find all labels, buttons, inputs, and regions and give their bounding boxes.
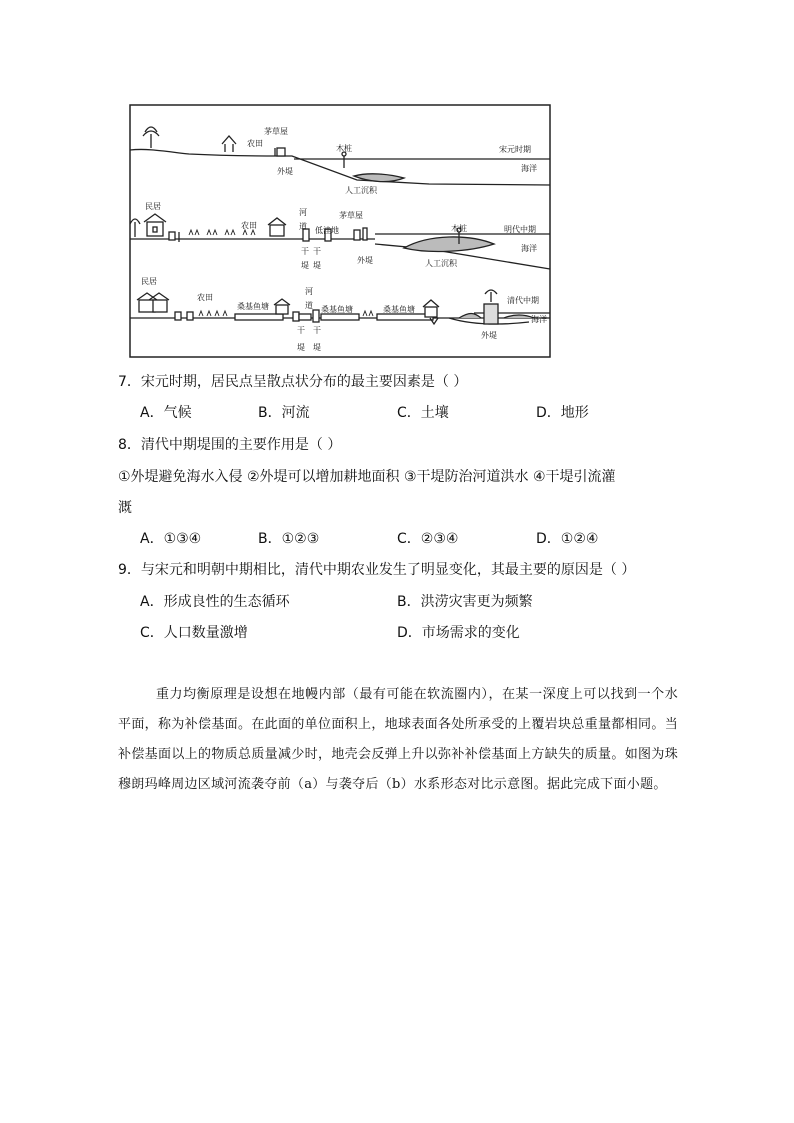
label-sea-2: 海洋 bbox=[521, 244, 537, 253]
label-pond-3a: 桑基鱼塘 bbox=[237, 302, 269, 311]
label-pile-1: 木桩 bbox=[336, 144, 352, 153]
label-river-2b: 道 bbox=[299, 222, 307, 231]
q8-option-b: B．①②③ bbox=[258, 531, 320, 547]
label-outer-dike-3: 外堤 bbox=[481, 331, 497, 340]
label-house-2: 民居 bbox=[145, 202, 161, 211]
q7-option-a: A．气候 bbox=[140, 405, 192, 421]
label-dike-b-2a: 干 bbox=[313, 247, 321, 256]
passage-text: 重力均衡原理是设想在地幔内部（最有可能在软流圈内），在某一深度上可以找到一个水平面，称为补偿基面。在此面的单位面积上，地球表面各处所承受的上覆岩块总重量都相同。当补偿基面以上的物质总质量减少时，地壳会反弹上升以弥补补偿基面上方缺失的质量。如图为珠穆朗玛峰周边区域河流袭夺前（a）与袭夺后（b）水系形态对比示意图。据此完成下面小题。 bbox=[118, 687, 678, 792]
label-outer-dike-1: 外堤 bbox=[277, 167, 293, 176]
label-river-3a: 河 bbox=[305, 287, 313, 296]
q8-option-c: C．②③④ bbox=[397, 531, 459, 547]
label-dike-a-3b: 堤 bbox=[297, 343, 305, 352]
label-river-2a: 河 bbox=[299, 208, 307, 217]
label-dike-a-2a: 干 bbox=[301, 247, 309, 256]
dike-evolution-figure bbox=[129, 104, 551, 358]
q8-option-d: D．①②④ bbox=[536, 531, 599, 547]
label-deposit-1: 人工沉积 bbox=[345, 186, 377, 195]
q9-option-d: D．市场需求的变化 bbox=[397, 625, 520, 641]
reading-passage bbox=[118, 680, 678, 800]
label-outer-dike-2: 外堤 bbox=[357, 256, 373, 265]
label-field-2: 农田 bbox=[241, 221, 257, 230]
q7-stem: 7．宋元时期，居民点呈散点状分布的最主要因素是（ ） bbox=[118, 374, 468, 390]
label-period-2: 明代中期 bbox=[504, 225, 536, 234]
q7-option-c: C．土壤 bbox=[397, 405, 449, 421]
label-period-1: 宋元时期 bbox=[499, 145, 531, 154]
label-dike-a-2b: 堤 bbox=[301, 261, 309, 270]
q7-option-b: B．河流 bbox=[258, 405, 310, 421]
q9-option-b: B．洪涝灾害更为频繁 bbox=[397, 594, 533, 610]
label-hut-2: 茅草屋 bbox=[339, 211, 363, 220]
label-deposit-2: 人工沉积 bbox=[425, 259, 457, 268]
q8-statements-cont: 溉 bbox=[118, 500, 132, 516]
label-low-2: 低洼地 bbox=[315, 226, 339, 235]
label-pile-2: 木桩 bbox=[451, 224, 467, 233]
label-dike-b-3b: 堤 bbox=[313, 343, 321, 352]
label-dike-a-3a: 干 bbox=[297, 326, 305, 335]
q8-stem: 8．清代中期堤围的主要作用是（ ） bbox=[118, 437, 342, 453]
label-sea-3: 海洋 bbox=[531, 315, 547, 324]
label-hut-1: 茅草屋 bbox=[264, 127, 288, 136]
label-sea-1: 海洋 bbox=[521, 164, 537, 173]
label-house-3: 民居 bbox=[141, 277, 157, 286]
label-dike-b-3a: 干 bbox=[313, 326, 321, 335]
label-pond-3b: 桑基鱼塘 bbox=[321, 305, 353, 314]
label-field-1: 农田 bbox=[247, 139, 263, 148]
label-period-3: 清代中期 bbox=[507, 296, 539, 305]
q8-statements: ①外堤避免海水入侵 ②外堤可以增加耕地面积 ③干堤防治河道洪水 ④干堤引流灌 bbox=[118, 469, 616, 485]
label-river-3b: 道 bbox=[305, 301, 313, 310]
q7-option-d: D．地形 bbox=[536, 405, 589, 421]
dike-evolution-diagram bbox=[129, 104, 551, 358]
q9-option-c: C．人口数量激增 bbox=[140, 625, 248, 641]
label-dike-b-2b: 堤 bbox=[313, 261, 321, 270]
label-field-3: 农田 bbox=[197, 293, 213, 302]
q9-stem: 9．与宋元和明朝中期相比，清代中期农业发生了明显变化，其最主要的原因是（ ） bbox=[118, 562, 636, 578]
q8-option-a: A．①③④ bbox=[140, 531, 202, 547]
q9-option-a: A．形成良性的生态循环 bbox=[140, 594, 290, 610]
label-pond-3c: 桑基鱼塘 bbox=[383, 305, 415, 314]
